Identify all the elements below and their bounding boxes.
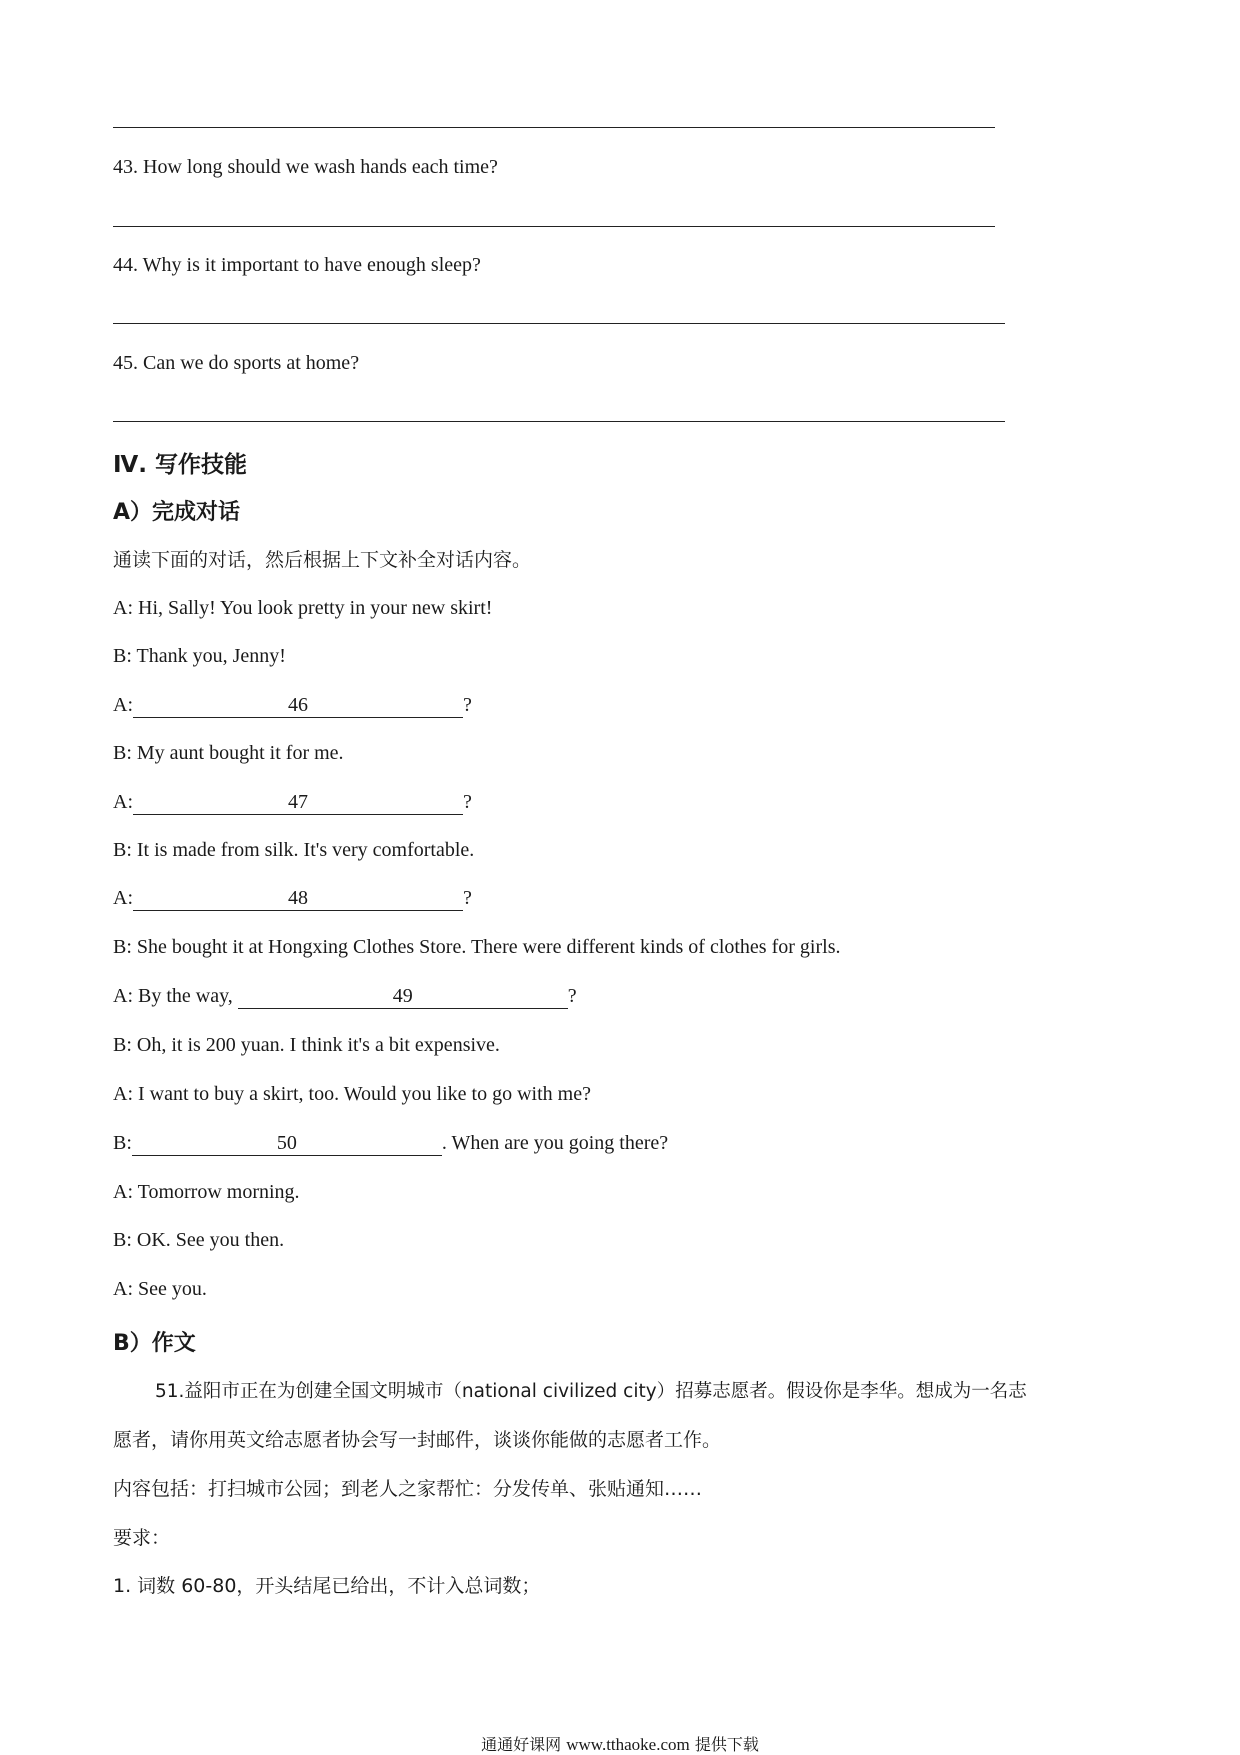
dialogue-text: . When are you going there? [441,1132,669,1154]
dialogue-line-4: B: My aunt bought it for me. [113,742,344,764]
dialogue-line-47 [113,791,472,815]
blank-48[interactable] [133,888,463,911]
essay-content-points: 内容包括：打扫城市公园；到老人之家帮忙：分发传单、张贴通知…… [113,1478,703,1500]
dialogue-line-48 [113,887,472,911]
blank-number: 50 [276,1132,297,1154]
part-b-title: B）作文 [113,1331,196,1356]
answer-line-43[interactable] [113,226,995,227]
dialogue-line-2: B: Thank you, Jenny! [113,645,286,667]
dialogue-line-49 [113,985,577,1009]
essay-requirements-label: 要求： [113,1527,171,1549]
punctuation: ? [463,887,472,909]
question-43: 43. How long should we wash hands each time? [113,156,498,178]
footer-url[interactable]: www.tthaoke.com [566,1735,690,1754]
dialogue-line-14: B: OK. See you then. [113,1229,285,1251]
speaker-label: A: [113,694,133,716]
punctuation: ? [567,985,577,1007]
punctuation: ? [463,694,472,716]
blank-47[interactable] [133,792,463,815]
speaker-label: A: By the way, [113,985,233,1007]
page-footer [0,1732,1240,1755]
dialogue-line-1: A: Hi, Sally! You look pretty in your new skirt! [113,597,493,619]
blank-49[interactable] [238,986,568,1009]
dialogue-line-10: B: Oh, it is 200 yuan. I think it's a bit expensive. [113,1034,500,1056]
footer-site-name: 通通好课网 [481,1735,562,1754]
blank-number: 46 [288,694,308,716]
footer-note: 提供下载 [694,1735,759,1754]
answer-line-45[interactable] [113,421,1005,422]
essay-prompt-line-1: 51.益阳市正在为创建全国文明城市（national civilized city）招募志愿者。假设你是李华。想成为一名志 [155,1381,1027,1402]
dialogue-line-15: A: See you. [113,1278,207,1300]
dialogue-line-8: B: She bought it at Hongxing Clothes Store. There were different kinds of clothes for girls. [113,936,841,958]
dialogue-line-6: B: It is made from silk. It's very comfortable. [113,839,475,861]
dialogue-line-11: A: I want to buy a skirt, too. Would you like to go with me? [113,1083,591,1105]
dialogue-line-50 [113,1132,668,1156]
dialogue-line-13: A: Tomorrow morning. [113,1181,300,1203]
blank-50[interactable] [132,1133,442,1156]
question-44: 44. Why is it important to have enough sleep? [113,254,481,276]
question-45: 45. Can we do sports at home? [113,352,360,374]
blank-46[interactable] [133,695,463,718]
essay-prompt-line-2: 愿者，请你用英文给志愿者协会写一封邮件，谈谈你能做的志愿者工作。 [113,1429,722,1451]
punctuation: ? [463,791,472,813]
dialogue-line-46 [113,694,472,718]
speaker-label: B: [113,1132,132,1154]
answer-line-44[interactable] [113,323,1005,324]
essay-requirement-1: 1. 词数 60-80，开头结尾已给出，不计入总词数； [113,1575,541,1597]
part-a-instruction: 通读下面的对话，然后根据上下文补全对话内容。 [113,549,532,571]
blank-number: 48 [288,887,308,909]
speaker-label: A: [113,887,133,909]
part-a-title: A）完成对话 [113,500,241,525]
blank-number: 49 [392,985,413,1007]
answer-line[interactable] [113,127,995,128]
section-title: Ⅳ. 写作技能 [113,452,248,478]
blank-number: 47 [288,791,308,813]
speaker-label: A: [113,791,133,813]
